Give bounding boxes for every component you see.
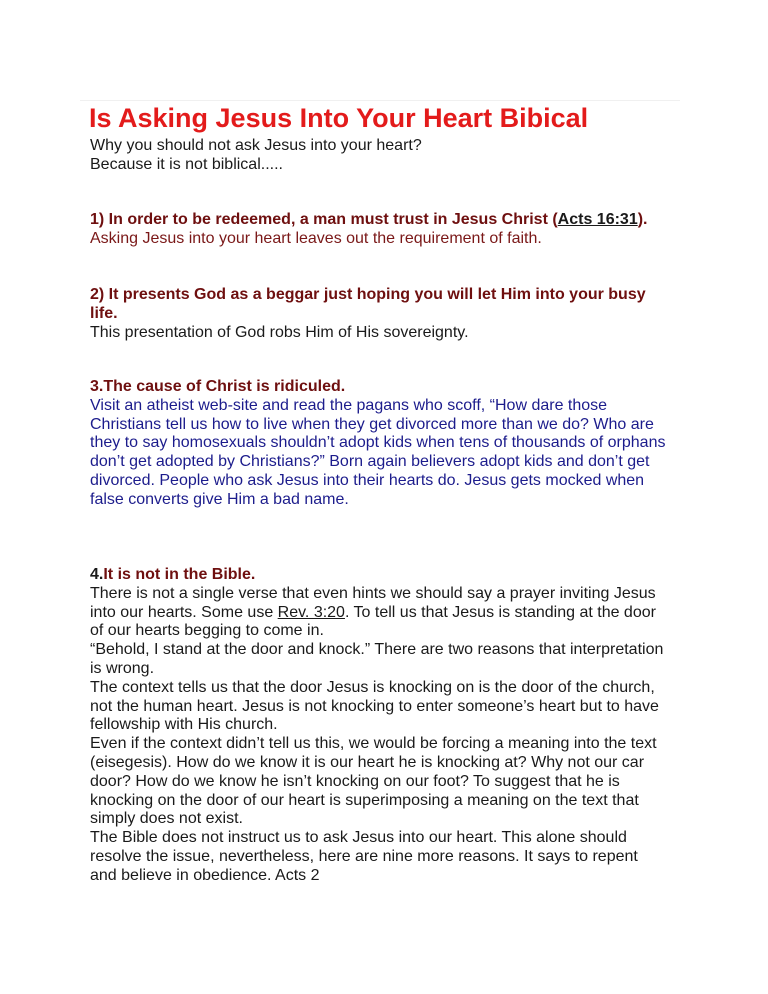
section-4-line: of our hearts begging to come in. xyxy=(90,622,324,640)
section-2-heading: life. xyxy=(90,304,118,322)
section-2-body: This presentation of God robs Him of His sovereignty. xyxy=(90,323,469,341)
section-3-line: divorced. People who ask Jesus into their hearts do. Jesus gets mocked when xyxy=(90,471,645,489)
heading-number: 4. xyxy=(90,566,104,583)
heading-text: 1) In order to be redeemed, a man must trust in Jesus Christ ( xyxy=(90,211,558,228)
heading-text: ). xyxy=(637,211,648,228)
section-4-line: door? How do we know he isn’t knocking on our foot? To suggest that he is xyxy=(90,772,620,790)
section-4-line: There is not a single verse that even hints we should say a prayer inviting Jesus xyxy=(90,584,656,602)
section-4-line: Even if the context didn’t tell us this, we would be forcing a meaning into the text xyxy=(90,735,657,753)
acts-16-31-link[interactable]: Acts 16:31 xyxy=(557,211,638,228)
section-3-heading: 3.The cause of Christ is ridiculed. xyxy=(90,378,346,395)
section-1-body: Asking Jesus into your heart leaves out the requirement of faith. xyxy=(90,229,542,247)
section-4-line: resolve the issue, nevertheless, here are nine more reasons. It says to repent xyxy=(90,847,638,865)
section-4-line xyxy=(90,604,710,623)
section-4-line: The Bible does not instruct us to ask Jesus into our heart. This alone should xyxy=(90,829,627,847)
heading-text: It is not in the Bible. xyxy=(103,566,256,583)
section-4-line: “Behold, I stand at the door and knock.” There are two reasons that interpretation xyxy=(90,641,664,659)
line-text: into our hearts. Some use xyxy=(90,603,278,621)
section-3-line: false converts give Him a bad name. xyxy=(90,490,349,508)
section-3-line: they to say homosexuals shouldn’t adopt kids when tens of thousands of orphans xyxy=(90,434,666,452)
section-3-line: Christians tell us how to live when they get divorced more than we do? Who are xyxy=(90,415,654,433)
section-3-line: Visit an atheist web-site and read the pagans who scoff, “How dare those xyxy=(90,396,608,414)
section-4-heading xyxy=(90,566,710,585)
section-1-heading xyxy=(90,211,710,230)
section-4-line: (eisegesis). How do we know it is our heart he is knocking at? Why not our car xyxy=(90,753,645,771)
section-2-heading: 2) It presents God as a beggar just hoping you will let Him into your busy xyxy=(90,286,646,303)
rev-3-20-link[interactable]: Rev. 3:20 xyxy=(277,603,345,621)
intro-line: Because it is not biblical..... xyxy=(90,155,283,173)
page-top-rule xyxy=(80,100,680,101)
section-3-line: don’t get adopted by Christians?” Born again believers adopt kids and don’t get xyxy=(90,453,650,471)
section-4-line: and believe in obedience. Acts 2 xyxy=(90,866,320,884)
section-4-line: The context tells us that the door Jesus is knocking on is the door of the church, xyxy=(90,678,655,696)
intro xyxy=(90,137,710,175)
section-1 xyxy=(90,211,710,249)
section-2 xyxy=(90,286,710,342)
section-4-line: not the human heart. Jesus is not knocking to enter someone’s heart but to have xyxy=(90,697,659,715)
section-4-line: knocking on the door of our heart is superimposing a meaning on the text that xyxy=(90,791,639,809)
section-4-line: is wrong. xyxy=(90,659,155,677)
section-3 xyxy=(90,378,710,510)
intro-line: Why you should not ask Jesus into your heart? xyxy=(90,137,422,154)
section-4-line: simply does not exist. xyxy=(90,810,243,828)
document-title: Is Asking Jesus Into Your Heart Bibical xyxy=(89,103,589,133)
section-4-line: fellowship with His church. xyxy=(90,716,278,734)
section-4 xyxy=(90,566,710,886)
line-text: . To tell us that Jesus is standing at the door xyxy=(344,603,656,621)
